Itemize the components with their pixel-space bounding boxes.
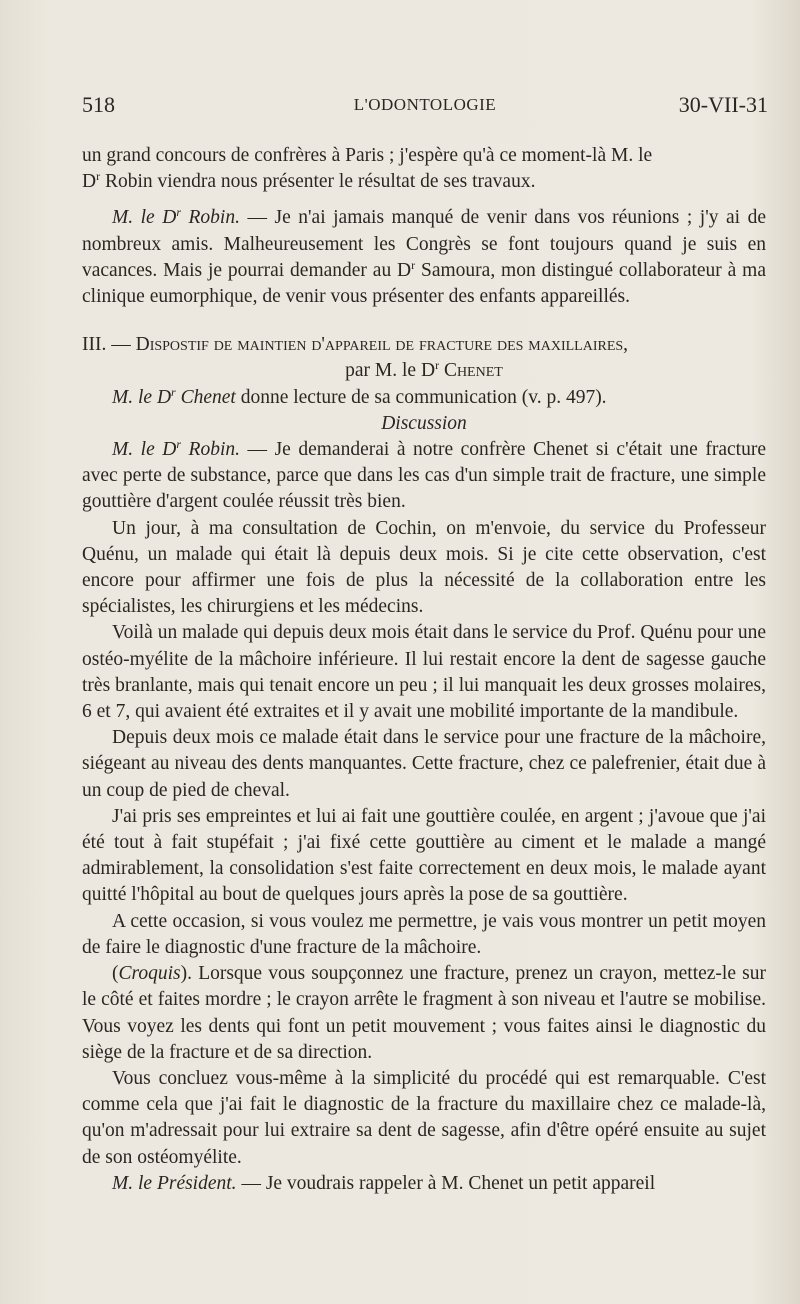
paragraph-speech: M. le Président. — Je voudrais rappeler à M. Chenet un petit appareil: [112, 1172, 656, 1194]
paragraph: A cette occasion, si vous voulez me permettre, je vais vous montrer un petit moyen de faire le diagnostic d'une fracture de la mâchoire.: [82, 910, 766, 958]
paragraph: un grand concours de confrères à Paris ; j'espère qu'à ce moment-là M. le $D^r$ Robin viendra nous présenter le résultat de ses travaux.: [82, 145, 653, 193]
section-byline: par M. le $D^r$ Chenet: [345, 358, 503, 382]
section-title: III. — Dispostif de maintien d'appareil de fracture des maxillaires,: [82, 334, 629, 356]
speaker-name: M. le $D^r$ Robin.: [112, 437, 241, 461]
speaker-name: M. le $D^r$ Chenet: [112, 384, 236, 408]
speaker-name: M. le Président.: [112, 1172, 237, 1194]
paragraph: (Croquis). Lorsque vous soupçonnez une fracture, prenez un crayon, mettez-le sur le côté et faites mordre ; le crayon arrête le fragment à son niveau et l'autre se mobilise. Vous voyez les dents qui font un petit mouvement ; vous faites ainsi le diagnostic du siège de la fracture et de sa direction.: [82, 963, 766, 1063]
paragraph: Un jour, à ma consultation de Cochin, on m'envoie, du service du Professeur Quénu, un malade qui était là depuis deux mois. Si je cite cette observation, c'est encore pour affirmer une fois de plus la nécessité de la collaboration entre les spécialistes, les chirurgiens et les médecins.: [82, 517, 766, 618]
page-number: 518: [82, 92, 115, 117]
speaker-name: M. le $D^r$ Robin.: [112, 205, 240, 229]
paragraph: J'ai pris ses empreintes et lui ai fait une gouttière coulée, en argent ; j'avoue que j'ai été tout à fait stupéfait ; j'ai fixé cette gouttière au ciment et le malade a mangé admirablement, la consolidation s'est faite correctement en deux mois, le malade ayant quitté l'hôpital au bout de quelques jours après la pose de sa gouttière.: [82, 805, 766, 906]
issue-date: 30-VII-31: [678, 92, 768, 117]
paragraph-speech: M. le $D^r$ Chenet donne lecture de sa communication (v. p. 497).: [112, 384, 607, 408]
article-body: [82, 143, 766, 1197]
paragraph: Voilà un malade qui depuis deux mois était dans le service du Prof. Quénu pour une ostéo-myélite de la mâchoire inférieure. Il lui restait encore la dent de sagesse gauche très branlante, mais qui tenait encore un peu ; il lui manquait les deux grosses molaires, 6 et 7, qui avaient été extraites et il y avait une mobilité importante de la mandibule.: [82, 622, 766, 723]
journal-title: L'ODONTOLOGIE: [353, 95, 497, 114]
paragraph-speech: M. le $D^r$ Robin. — Je demanderai à notre confrère Chenet si c'était une fracture avec perte de substance, parce que dans les cas d'un simple trait de fracture, une simple gouttière d'argent coulée réussit très bien.: [82, 437, 766, 513]
paragraph: Vous concluez vous-même à la simplicité du procédé qui est remarquable. C'est comme cela que j'ai fait le diagnostic de la fracture du maxillaire chez ce malade-là, qu'on m'adressait pour lui extraire sa dent de sagesse, afin d'être opéré ensuite au sujet de son ostéomyélite.: [82, 1067, 766, 1168]
discussion-heading: Discussion: [381, 412, 467, 434]
running-header: [82, 92, 768, 122]
paragraph: Depuis deux mois ce malade était dans le service pour une fracture de la mâchoire, siégeant au niveau des dents manquantes. Cette fracture, chez ce palefrenier, était due à un coup de pied de cheval.: [82, 727, 766, 801]
paragraph-speech: M. le $D^r$ Robin. — Je n'ai jamais manqué de venir dans vos réunions ; j'y ai de nombreux amis. Malheureusement les Congrès se font toujours quand je suis en vacances. Mais je pourrai demander au $D^r$ Samoura, mon distingué collaborateur à ma clinique eumorphique, de venir vous présenter des enfants appareillés.: [82, 205, 766, 308]
